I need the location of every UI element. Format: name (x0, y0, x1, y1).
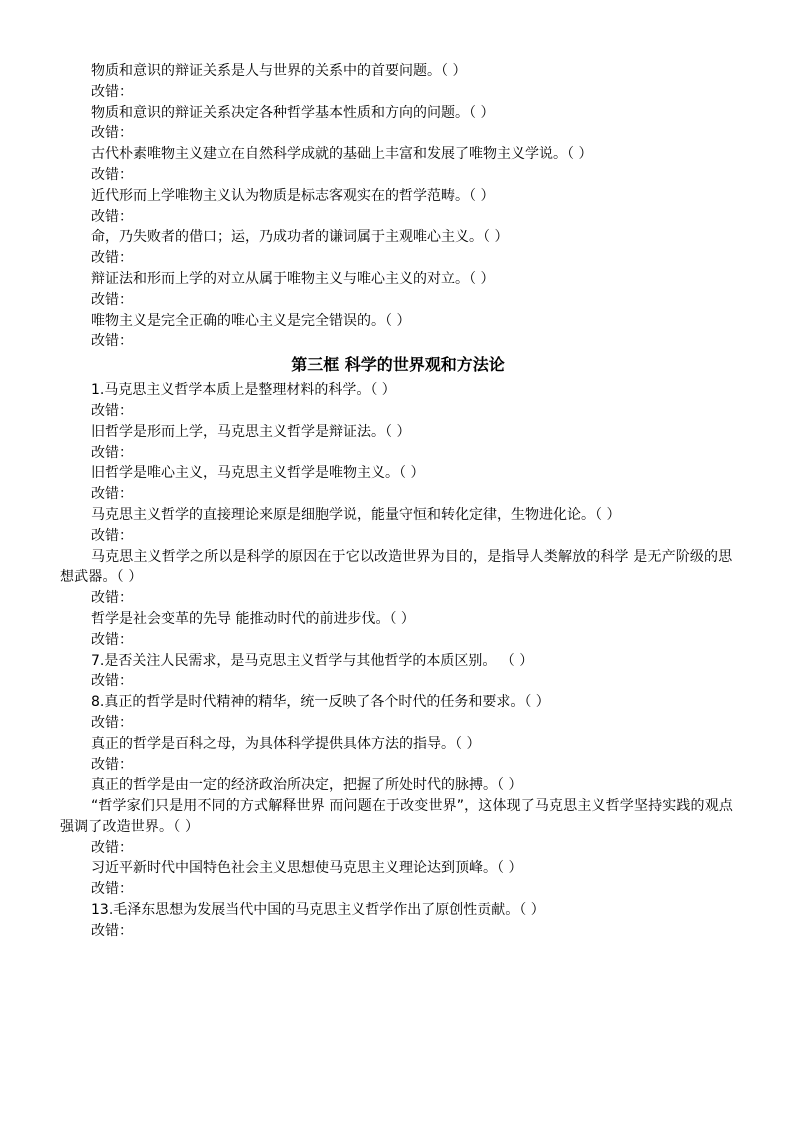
correction-label: 改错： (91, 527, 133, 544)
correction-label: 改错： (91, 756, 133, 773)
correction-label: 改错： (91, 444, 133, 461)
question-text: 13.毛泽东思想为发展当代中国的马克思主义哲学作出了原创性贡献。（ ） (91, 902, 545, 919)
correction-label: 改错： (91, 402, 133, 419)
question-text: 物质和意识的辩证关系是人与世界的关系中的首要问题。（ ） (91, 63, 467, 79)
question-text: 真正的哲学是百科之母，为具体科学提供具体方法的指导。（ ） (91, 735, 481, 752)
question-text: 辩证法和形而上学的对立从属于唯物主义与唯心主义的对立。（ ） (91, 270, 495, 287)
question-text: 7.是否关注人民需求，是马克思主义哲学与其他哲学的本质区别。 （ ） (91, 652, 534, 669)
correction-label: 改错： (91, 590, 133, 607)
correction-label: 改错： (91, 166, 133, 183)
correction-label: 改错： (91, 673, 133, 690)
question-text: “哲学家们只是用不同的方式解释世界 而问题在于改变世界”，这体现了马克思主义哲学坚持实践的观点强调了改造世界。（ ） (60, 798, 734, 835)
document-page (60, 61, 736, 942)
question-text: 习近平新时代中国特色社会主义思想使马克思主义理论达到顶峰。（ ） (91, 860, 523, 877)
question-text: 马克思主义哲学的直接理论来原是细胞学说，能量守恒和转化定律，生物进化论。（ ） (91, 506, 621, 523)
section-heading: 第三框 科学的世界观和方法论 (291, 355, 505, 375)
question-text: 真正的哲学是由一定的经济政治所决定，把握了所处时代的脉搏。（ ） (91, 777, 523, 794)
correction-label: 改错： (91, 208, 133, 225)
question-text: 旧哲学是唯心主义，马克思主义哲学是唯物主义。（ ） (91, 465, 425, 482)
correction-label: 改错： (91, 714, 133, 731)
question-text: 1.马克思主义哲学本质上是整理材料的科学。（ ） (91, 382, 396, 399)
question-text: 古代朴素唯物主义建立在自然科学成就的基础上丰富和发展了唯物主义学说。（ ） (91, 146, 593, 163)
correction-label: 改错： (91, 922, 133, 939)
correction-label: 改错： (91, 631, 133, 648)
correction-label: 改错： (91, 839, 133, 856)
question-text: 哲学是社会变革的先导 能推动时代的前进步伐。（ ） (91, 610, 415, 627)
correction-label: 改错： (91, 250, 133, 267)
question-text: 唯物主义是完全正确的唯心主义是完全错误的。（ ） (91, 312, 411, 329)
question-text: 命，乃失败者的借口；运，乃成功者的谦词属于主观唯心主义。（ ） (91, 229, 509, 246)
question-list-section-1 (60, 61, 736, 352)
correction-label: 改错： (91, 881, 133, 898)
correction-label: 改错： (91, 125, 133, 142)
question-list-section-2 (60, 380, 736, 942)
correction-label: 改错： (91, 83, 133, 100)
correction-label: 改错： (91, 486, 133, 503)
question-text: 近代形而上学唯物主义认为物质是标志客观实在的哲学范畴。（ ） (91, 187, 495, 204)
correction-label: 改错： (91, 333, 133, 350)
question-text: 旧哲学是形而上学，马克思主义哲学是辩证法。（ ） (91, 423, 411, 440)
question-text: 马克思主义哲学之所以是科学的原因在于它以改造世界为目的，是指导人类解放的科学 是无产阶级的思想武器。（ ） (60, 548, 733, 586)
question-text: 8.真正的哲学是时代精神的精华，统一反映了各个时代的任务和要求。（ ） (91, 694, 550, 711)
correction-label: 改错： (91, 291, 133, 308)
question-text: 物质和意识的辩证关系决定各种哲学基本性质和方向的问题。（ ） (91, 104, 495, 121)
